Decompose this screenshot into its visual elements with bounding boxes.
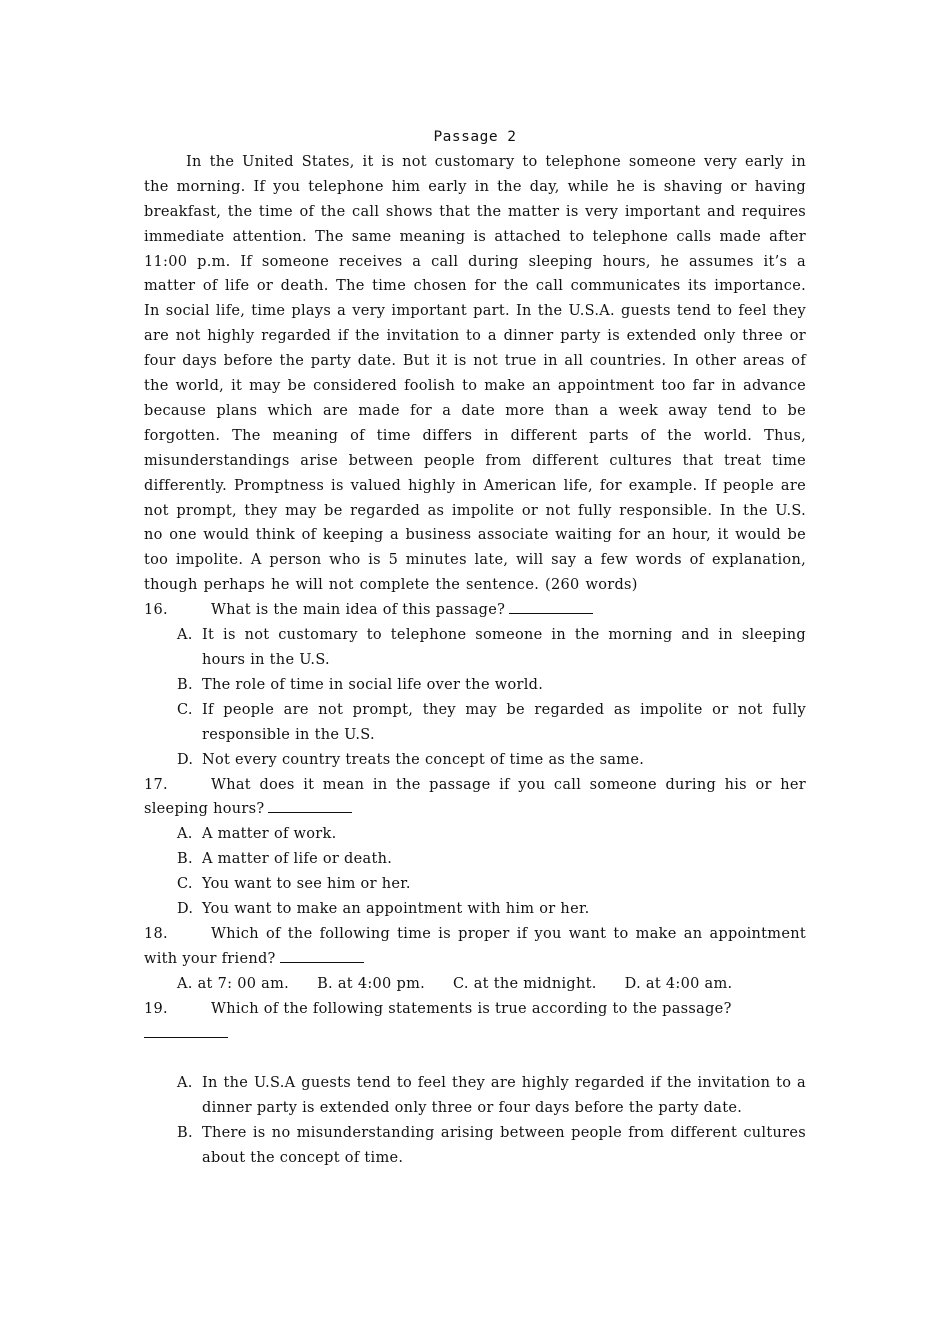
- option-letter: A.: [177, 1075, 193, 1092]
- option-letter: C.: [177, 701, 193, 718]
- spacer: [144, 1047, 806, 1072]
- option-18-a: A. at 7: 00 am.: [177, 975, 290, 992]
- option-19-a: [144, 1071, 806, 1121]
- option-17-b: [144, 847, 806, 872]
- option-text: You want to see him or her.: [202, 876, 411, 893]
- option-16-d: [144, 748, 806, 773]
- option-18-b: B. at 4:00 pm.: [317, 975, 426, 992]
- option-letter: D.: [177, 751, 194, 768]
- option-letter: D.: [177, 901, 194, 918]
- option-letter: B.: [177, 851, 193, 868]
- option-17-a: [144, 822, 806, 847]
- option-text: If people are not prompt, they may be regarded as impolite or not fully responsible in the U.S.: [202, 701, 806, 743]
- option-text: Not every country treats the concept of time as the same.: [202, 751, 645, 768]
- option-letter: B.: [177, 1125, 193, 1142]
- option-text: You want to make an appointment with him or her.: [202, 901, 590, 918]
- document-page: [144, 125, 806, 1171]
- question-number: 16.: [144, 602, 168, 619]
- option-text: A matter of work.: [202, 826, 337, 843]
- answer-blank[interactable]: [268, 798, 352, 813]
- option-18-d: D. at 4:00 am.: [624, 975, 733, 992]
- option-16-c: [144, 698, 806, 748]
- passage-title: Passage 2: [433, 129, 517, 145]
- passage-text: In the United States, it is not customary to telephone someone very early in the morning. If you telephone him early in the day, while he is shaving or having breakfast, the time of the call shows that the matter is very important and requires immediate attention. The same meaning is attached to telephone calls made after 11:00 p.m. If someone receives a call during sleeping hours, he assumes it’s a matter of life or death. The time chosen for the call communicates its importance. In social life, time plays a very important part. In the U.S.A. guests tend to feel they are not highly regarded if the invitation to a dinner party is extended only three or four days before the party date. But it is not true in all countries. In other areas of the world, it may be considered foolish to make an appointment too far in advance because plans which are made for a date more than a week away tend to be forgotten. The meaning of time differs in different parts of the world. Thus, misunderstandings arise between people from different cultures that treat time differently. Promptness is valued highly in American life, for example. If people are not prompt, they may be regarded as impolite or not fully responsible. In the U.S. no one would think of keeping a business associate waiting for an hour, it would be too impolite. A person who is 5 minutes late, will say a few words of explanation, though perhaps he will not complete the sentence. (260 words): [144, 153, 806, 594]
- question-stem: What does it mean in the passage if you call someone during his or her sleeping hours?: [144, 776, 806, 818]
- question-number: 17.: [144, 776, 168, 793]
- options-18: [144, 972, 806, 997]
- option-text: A matter of life or death.: [202, 851, 393, 868]
- option-letter: A.: [177, 826, 193, 843]
- option-18-c: C. at the midnight.: [453, 975, 597, 992]
- answer-blank[interactable]: [280, 948, 364, 963]
- option-16-b: [144, 673, 806, 698]
- question-19: [144, 997, 806, 1047]
- option-19-b: [144, 1121, 806, 1171]
- answer-blank[interactable]: [144, 1023, 228, 1038]
- question-stem: Which of the following time is proper if you want to make an appointment with your friend?: [144, 925, 806, 967]
- question-18: [144, 922, 806, 972]
- question-stem: Which of the following statements is true according to the passage?: [211, 1000, 732, 1017]
- option-text: The role of time in social life over the world.: [202, 676, 544, 693]
- option-16-a: [144, 623, 806, 673]
- question-16: [144, 598, 806, 623]
- question-17: [144, 773, 806, 823]
- question-number: 19.: [144, 1000, 168, 1017]
- answer-blank[interactable]: [509, 599, 593, 614]
- option-text: In the U.S.A guests tend to feel they are highly regarded if the invitation to a dinner party is extended only three or four days before the party date.: [202, 1075, 806, 1117]
- option-letter: B.: [177, 676, 193, 693]
- option-letter: A.: [177, 627, 193, 644]
- option-17-c: [144, 872, 806, 897]
- question-stem: What is the main idea of this passage?: [211, 602, 506, 619]
- question-number: 18.: [144, 925, 168, 942]
- option-17-d: [144, 897, 806, 922]
- option-text: It is not customary to telephone someone in the morning and in sleeping hours in the U.S.: [202, 627, 806, 669]
- option-text: There is no misunderstanding arising between people from different cultures about the concept of time.: [202, 1125, 806, 1167]
- option-letter: C.: [177, 876, 193, 893]
